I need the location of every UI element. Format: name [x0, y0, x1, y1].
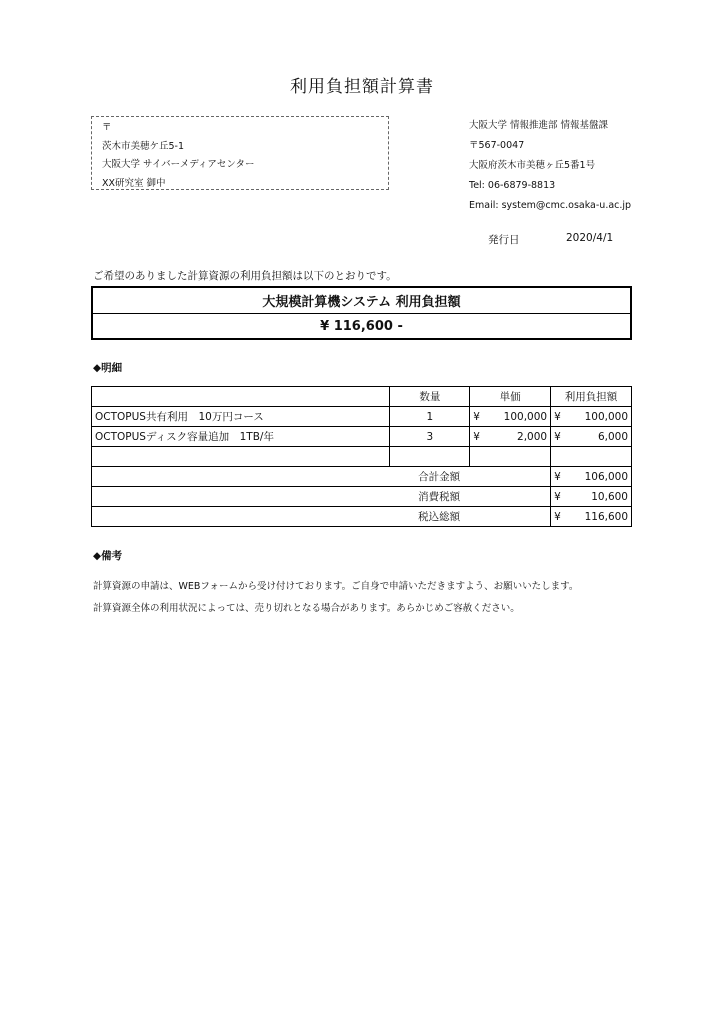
sender-address: 大阪府茨木市美穂ヶ丘5番1号 — [469, 160, 596, 171]
grand-total-amount: 116,600 — [584, 510, 628, 523]
grand-total-row — [92, 507, 632, 527]
empty-cell — [551, 447, 632, 467]
empty-cell — [470, 447, 551, 467]
grand-total-label: 税込総額 — [92, 507, 551, 527]
tax-row — [92, 487, 632, 507]
item-qty: 1 — [390, 407, 470, 427]
item-unit-price — [470, 407, 551, 427]
item-name: OCTOPUSディスク容量追加 1TB/年 — [92, 427, 390, 447]
issue-date: 2020/4/1 — [566, 232, 614, 244]
item-charge-value: 100,000 — [584, 410, 628, 423]
yen-sign: ¥ — [554, 470, 561, 483]
total-row — [92, 467, 632, 487]
tax-label: 消費税額 — [92, 487, 551, 507]
table-header-row — [92, 387, 632, 407]
summary-heading: 大規模計算機システム 利用負担額 — [93, 288, 630, 314]
yen-sign: ¥ — [554, 490, 561, 503]
yen-sign: ¥ — [554, 510, 561, 523]
header-blank — [92, 387, 390, 407]
header-charge: 利用負担額 — [551, 387, 632, 407]
recipient-address-box — [91, 116, 389, 190]
yen-sign: ¥ — [473, 410, 480, 423]
total-label: 合計金額 — [92, 467, 551, 487]
recipient-postal: 〒 — [102, 122, 112, 133]
tax-value — [551, 487, 632, 507]
detail-table — [91, 386, 632, 527]
item-unit-price-value: 100,000 — [503, 410, 548, 423]
table-row — [92, 407, 632, 427]
item-unit-price-value: 2,000 — [517, 430, 548, 443]
item-qty: 3 — [390, 427, 470, 447]
table-row-empty — [92, 447, 632, 467]
detail-heading: ◆明細 — [93, 362, 123, 374]
item-name: OCTOPUS共有利用 10万円コース — [92, 407, 390, 427]
document-title: 利用負担額計算書 — [290, 77, 434, 97]
recipient-address: 茨木市美穂ケ丘5-1 — [102, 140, 185, 152]
yen-sign: ¥ — [554, 430, 561, 443]
recipient-organization: 大阪大学 サイバーメディアセンター — [102, 159, 255, 170]
header-qty: 数量 — [390, 387, 470, 407]
item-charge — [551, 407, 632, 427]
sender-email: Email: system@cmc.osaka-u.ac.jp — [469, 200, 632, 211]
yen-sign: ¥ — [473, 430, 480, 443]
total-value — [551, 467, 632, 487]
note-line-1: 計算資源の申請は、WEBフォームから受け付けております。ご自身で申請いただきますよう、お願いいたします。 — [93, 581, 579, 592]
recipient-lab: XX研究室 御中 — [102, 177, 166, 189]
grand-total-value — [551, 507, 632, 527]
sender-tel: Tel: 06-6879-8813 — [469, 180, 556, 191]
item-charge-value: 6,000 — [597, 430, 628, 443]
summary-box — [91, 286, 632, 340]
note-line-2: 計算資源全体の利用状況によっては、売り切れとなる場合があります。あらかじめご容赦ください。 — [93, 603, 520, 614]
issue-date-label: 発行日 — [488, 234, 520, 246]
item-unit-price — [470, 427, 551, 447]
intro-text: ご希望のありました計算資源の利用負担額は以下のとおりです。 — [93, 270, 397, 282]
empty-cell — [390, 447, 470, 467]
item-charge — [551, 427, 632, 447]
sender-postal: 〒567-0047 — [469, 140, 525, 151]
header-unit-price: 単価 — [470, 387, 551, 407]
table-row — [92, 427, 632, 447]
tax-amount: 10,600 — [591, 490, 628, 503]
empty-cell — [92, 447, 390, 467]
notes-heading: ◆備考 — [93, 550, 123, 562]
summary-amount: ¥ 116,600 - — [320, 319, 403, 334]
sender-dept: 大阪大学 情報推進部 情報基盤課 — [469, 120, 609, 131]
yen-sign: ¥ — [554, 410, 561, 423]
sender-info — [469, 116, 631, 216]
total-amount: 106,000 — [584, 470, 628, 483]
